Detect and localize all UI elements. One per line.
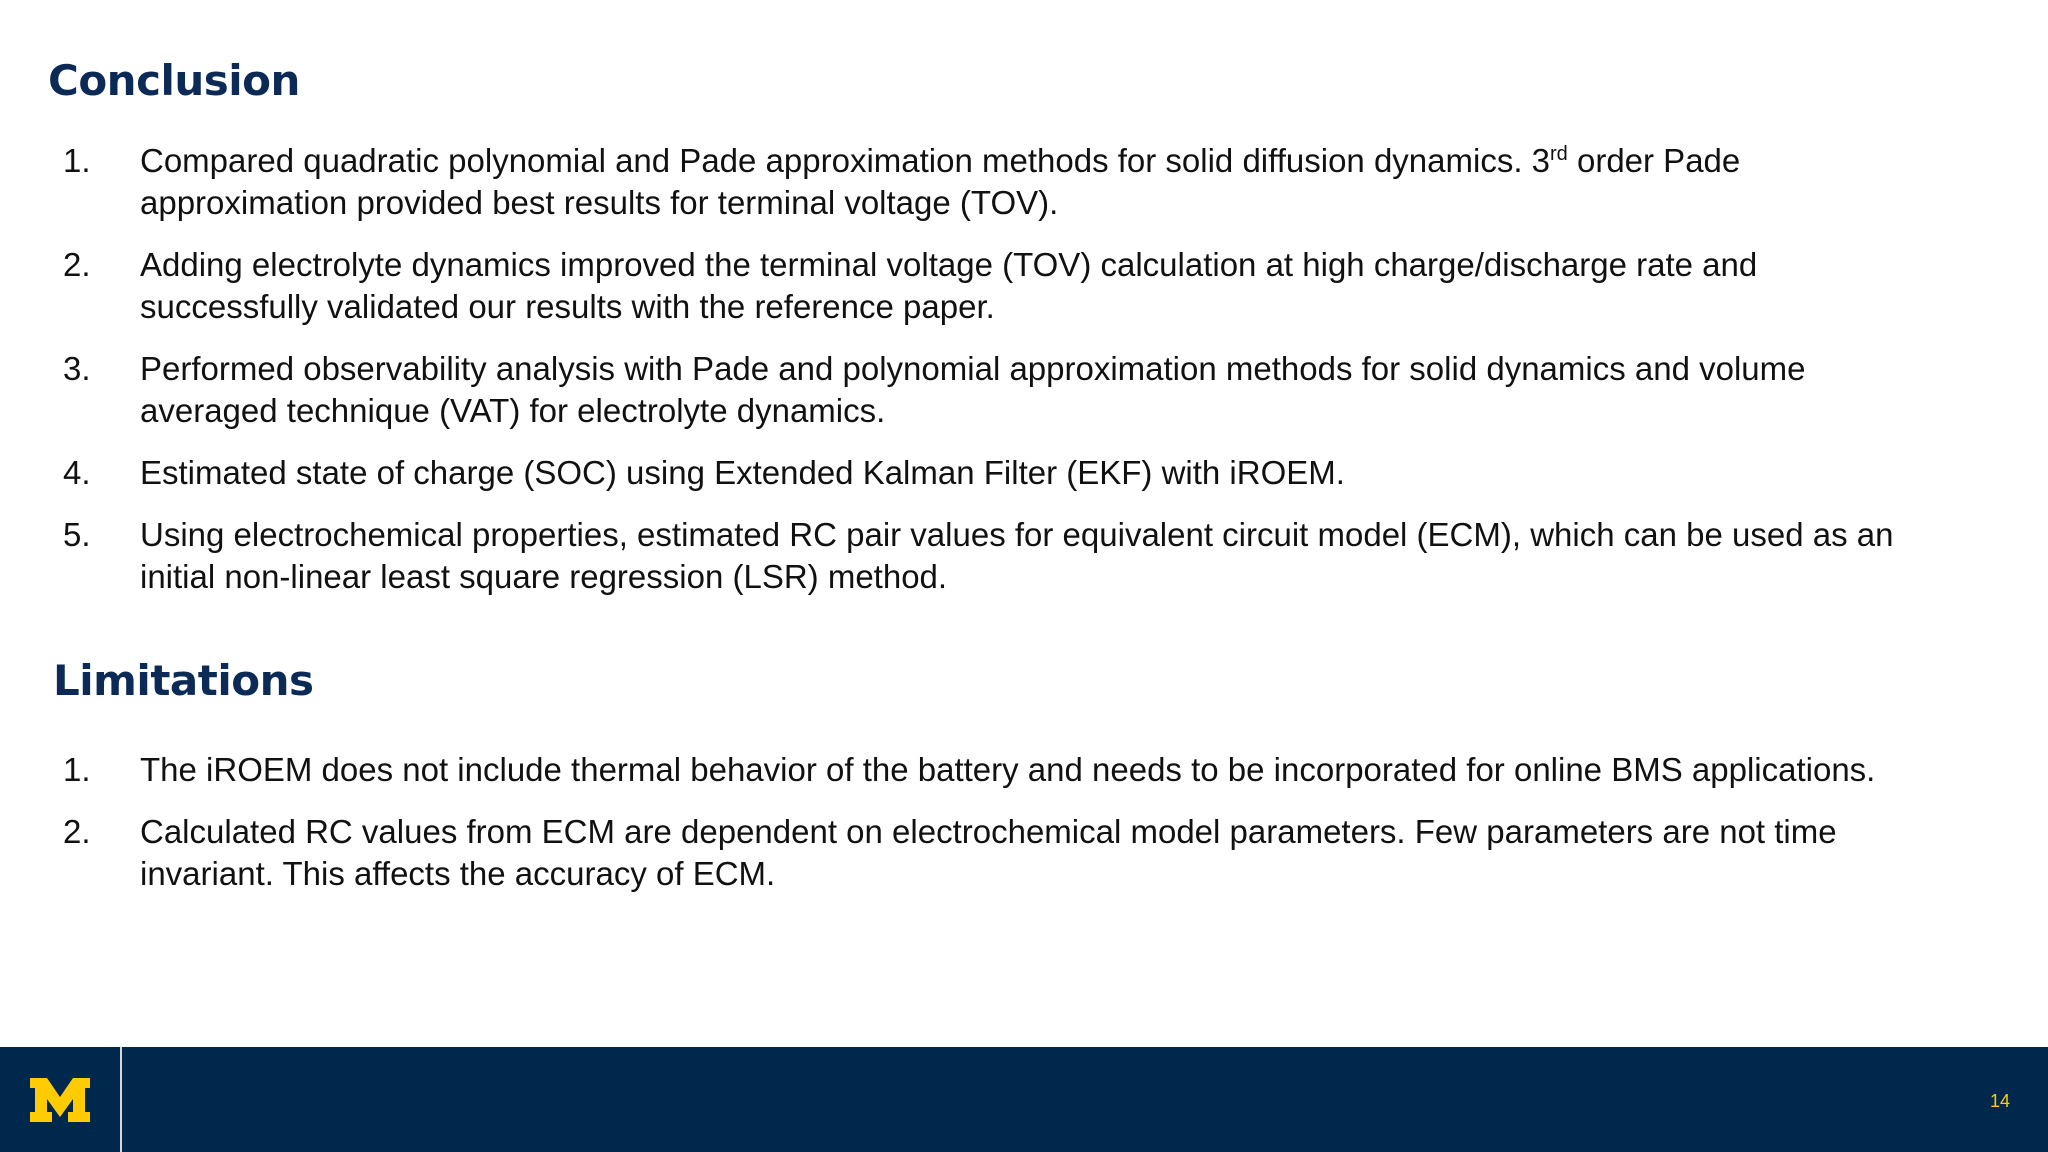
list-item bbox=[0, 348, 1900, 432]
item-number: 2. bbox=[63, 813, 91, 850]
item-number: 1. bbox=[63, 751, 91, 788]
item-text: Estimated state of charge (SOC) using Extended Kalman Filter (EKF) with iROEM. bbox=[140, 454, 1345, 491]
item-text: Adding electrolyte dynamics improved the terminal voltage (TOV) calculation at high charge/discharge rate and successfully validated our results with the reference paper. bbox=[140, 246, 1758, 325]
list-item bbox=[0, 514, 1900, 598]
item-text: Compared quadratic polynomial and Pade approximation methods for solid diffusion dynamics. 3 bbox=[140, 142, 1551, 179]
conclusion-list bbox=[0, 140, 1960, 618]
list-item bbox=[0, 749, 1900, 791]
limitations-heading: Limitations bbox=[53, 656, 314, 705]
list-item bbox=[0, 811, 1900, 895]
limitations-list bbox=[0, 749, 1960, 915]
list-item bbox=[0, 244, 1900, 328]
item-text: Using electrochemical properties, estimated RC pair values for equivalent circuit model (ECM), which can be used as an initial non-linear least square regression (LSR) method. bbox=[140, 516, 1894, 595]
page-number: 14 bbox=[1989, 1091, 2010, 1111]
item-text: Performed observability analysis with Pade and polynomial approximation methods for solid dynamics and volume averaged technique (VAT) for electrolyte dynamics. bbox=[140, 350, 1806, 429]
item-number: 3. bbox=[63, 350, 91, 387]
item-text: The iROEM does not include thermal behavior of the battery and needs to be incorporated for online BMS applications. bbox=[140, 751, 1876, 788]
list-item bbox=[0, 452, 1900, 494]
footer-divider bbox=[120, 1047, 122, 1152]
item-number: 2. bbox=[63, 246, 91, 283]
footer-bar bbox=[0, 1047, 2048, 1152]
item-number: 4. bbox=[63, 454, 91, 491]
item-number: 1. bbox=[63, 142, 91, 179]
item-number: 5. bbox=[63, 516, 91, 553]
item-superscript: rd bbox=[1550, 143, 1568, 165]
conclusion-heading: Conclusion bbox=[48, 56, 300, 105]
item-text: Calculated RC values from ECM are dependent on electrochemical model parameters. Few parameters are not time invariant. This affects the accuracy of ECM. bbox=[140, 813, 1837, 892]
item-text-continued: order Pade approximation provided best results for terminal voltage (TOV). bbox=[140, 142, 1741, 221]
list-item bbox=[0, 140, 1900, 224]
block-m-logo-icon bbox=[30, 1078, 90, 1122]
